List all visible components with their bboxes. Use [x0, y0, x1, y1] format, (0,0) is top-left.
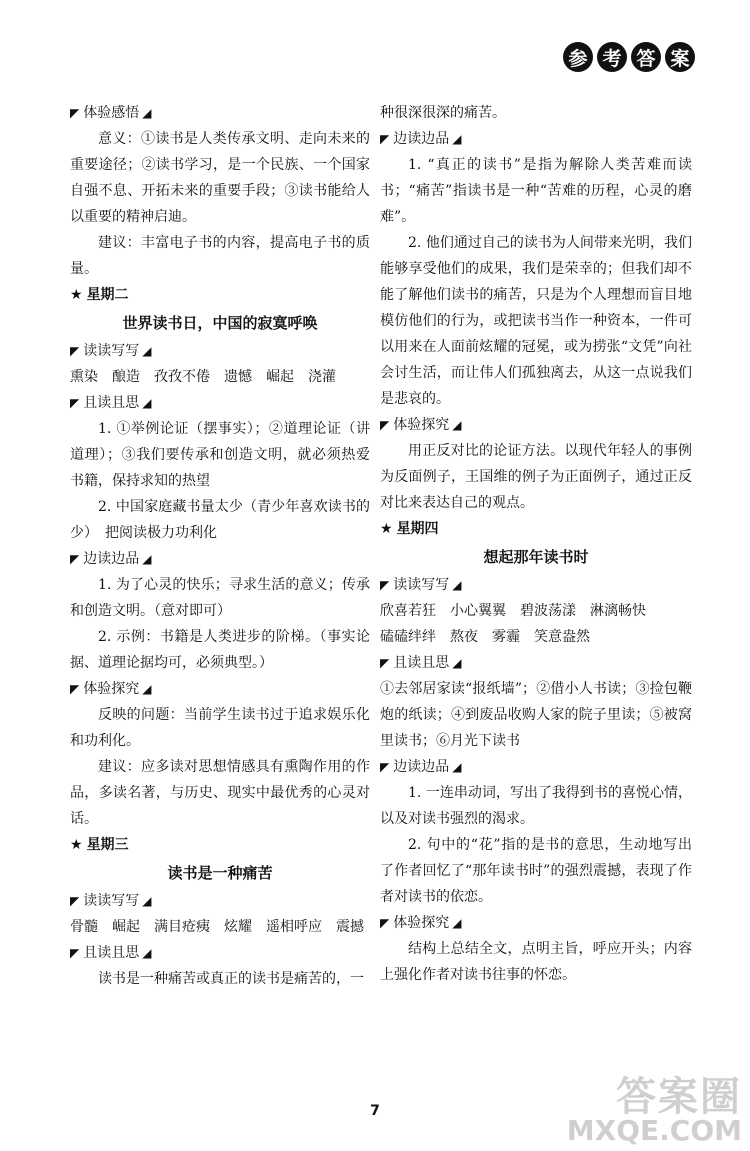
corner-triangle-icon: ◢ [452, 656, 462, 670]
header-char: 案 [665, 42, 695, 72]
paragraph: 1. 一连串动词，写出了我得到书的喜悦心情，以及对读书强烈的渴求。 [380, 785, 692, 827]
article-title: 想起那年读书时 [483, 548, 589, 566]
corner-triangle-icon: ◢ [142, 106, 152, 120]
article-title: 世界读书日，中国的寂寞呼唤 [122, 314, 318, 332]
paragraph: 结构上总结全文，点明主旨，呼应开头；内容上强化作者对读书往事的怀恋。 [380, 941, 692, 983]
header-char: 考 [597, 42, 627, 72]
paragraph: 建议：丰富电子书的内容，提高电子书的质量。 [70, 235, 370, 277]
left-column [70, 100, 370, 992]
corner-triangle-icon: ◢ [452, 578, 462, 592]
paragraph: 1. “真正的读书”是指为解除人类苦难而读书；“痛苦”指读书是一种“苦难的历程，心灵的磨难”。 [380, 157, 692, 225]
day-heading: ★ 星期三 [70, 837, 129, 853]
section-heading: ◤ 且读且思 ◢ [70, 940, 370, 966]
corner-triangle-icon: ◢ [452, 916, 462, 930]
corner-triangle-icon: ◤ [380, 760, 390, 774]
section-heading: ◤ 体验探究 ◢ [70, 676, 370, 702]
corner-triangle-icon: ◢ [142, 344, 152, 358]
corner-triangle-icon: ◤ [70, 682, 80, 696]
day-heading: ★ 星期四 [380, 521, 439, 537]
article-title: 读书是一种痛苦 [167, 864, 273, 882]
section-heading: ◤ 且读且思 ◢ [380, 650, 692, 676]
paragraph: 1. ①举例论证（摆事实）；②道理论证（讲道理）；③我们要传承和创造文明，就必须热爱书籍，保持求知的热望 [70, 421, 370, 489]
corner-triangle-icon: ◤ [70, 396, 80, 410]
star-icon: ★ [70, 837, 83, 853]
corner-triangle-icon: ◤ [380, 418, 390, 432]
page-number: 7 [370, 1103, 380, 1119]
section-heading: ◤ 体验感悟 ◢ [70, 100, 370, 126]
corner-triangle-icon: ◢ [452, 132, 462, 146]
corner-triangle-icon: ◤ [380, 578, 390, 592]
header-char: 参 [563, 42, 593, 72]
watermark-url-text: MXQE.COM [566, 1114, 742, 1147]
section-heading: ◤ 读读写写 ◢ [70, 888, 370, 914]
section-heading: ◤ 读读写写 ◢ [380, 572, 692, 598]
paragraph: 用正反对比的论证方法。以现代年轻人的事例为反面例子，王国维的例子为正面例子，通过正反对比来表达自己的观点。 [380, 443, 692, 511]
corner-triangle-icon: ◢ [452, 760, 462, 774]
paragraph: 建议：应多读对思想情感具有熏陶作用的作品，多读名著，与历史、现实中最优秀的心灵对话。 [70, 759, 370, 827]
page-header-answer-key [563, 42, 695, 72]
vocab-list: 欣喜若狂 小心翼翼 碧波荡漾 淋漓畅快 [380, 603, 646, 619]
corner-triangle-icon: ◢ [142, 682, 152, 696]
star-icon: ★ [70, 287, 83, 303]
paragraph: 意义：①读书是人类传承文明、走向未来的重要途径；②读书学习，是一个民族、一个国家自强不息、开拓未来的重要手段；③读书能给人以重要的精神启迪。 [70, 131, 370, 225]
day-heading: ★ 星期二 [70, 287, 129, 303]
corner-triangle-icon: ◤ [380, 656, 390, 670]
corner-triangle-icon: ◤ [380, 132, 390, 146]
section-heading: ◤ 边读边品 ◢ [380, 754, 692, 780]
corner-triangle-icon: ◢ [142, 946, 152, 960]
paragraph: 2. 示例：书籍是人类进步的阶梯。（事实论据、道理论据均可，必须典型。） [70, 629, 370, 671]
corner-triangle-icon: ◢ [142, 396, 152, 410]
corner-triangle-icon: ◤ [70, 106, 80, 120]
corner-triangle-icon: ◢ [142, 894, 152, 908]
section-heading: ◤ 体验探究 ◢ [380, 910, 692, 936]
corner-triangle-icon: ◤ [380, 916, 390, 930]
section-heading: ◤ 边读边品 ◢ [70, 546, 370, 572]
vocab-list: 磕磕绊绊 熬夜 雾霾 笑意盎然 [380, 629, 590, 645]
vocab-list: 熏染 酿造 孜孜不倦 遗憾 崛起 浇灌 [70, 369, 336, 385]
corner-triangle-icon: ◤ [70, 894, 80, 908]
section-heading: ◤ 读读写写 ◢ [70, 338, 370, 364]
watermark-cn-text: 答案圈 [616, 1074, 742, 1120]
paragraph: 2. 他们通过自己的读书为人间带来光明，我们能够享受他们的成果，我们是荣幸的；但我们却不能了解他们读书的痛苦，只是为个人理想而盲目地模仿他们的行为，或把读书当作一种资本，一件可以用来在人面前炫耀的冠冕，或为捞张“文凭”向社会讨生活，而让伟人们孤独离去，从这一点说我们是悲哀的。 [380, 235, 692, 407]
section-heading: ◤ 体验探究 ◢ [380, 412, 692, 438]
paragraph-continuation: 种很深很深的痛苦。 [380, 105, 506, 121]
watermark-logo [566, 1074, 742, 1147]
corner-triangle-icon: ◤ [70, 946, 80, 960]
paragraph: ①去邻居家读“报纸墙”；②借小人书读；③捡包鞭炮的纸读；④到废品收购人家的院子里读；⑤被窝里读书；⑥月光下读书 [380, 681, 692, 749]
section-heading: ◤ 边读边品 ◢ [380, 126, 692, 152]
header-char: 答 [631, 42, 661, 72]
star-icon: ★ [380, 521, 393, 537]
corner-triangle-icon: ◢ [142, 552, 152, 566]
paragraph: 1. 为了心灵的快乐；寻求生活的意义；传承和创造文明。（意对即可） [70, 577, 370, 619]
paragraph: 反映的问题：当前学生读书过于追求娱乐化和功利化。 [70, 707, 370, 749]
right-column [380, 100, 692, 988]
corner-triangle-icon: ◢ [452, 418, 462, 432]
paragraph: 2. 中国家庭藏书量太少（青少年喜欢读书的少） 把阅读极力功利化 [70, 499, 370, 541]
section-heading: ◤ 且读且思 ◢ [70, 390, 370, 416]
paragraph: 2. 句中的“花”指的是书的意思，生动地写出了作者回忆了“那年读书时”的强烈震撼，表现了作者对读书的依恋。 [380, 837, 692, 905]
paragraph: 读书是一种痛苦或真正的读书是痛苦的，一 [98, 971, 364, 987]
vocab-list: 骨髓 崛起 满目疮痍 炫耀 遥相呼应 震撼 [70, 919, 364, 935]
corner-triangle-icon: ◤ [70, 552, 80, 566]
corner-triangle-icon: ◤ [70, 344, 80, 358]
